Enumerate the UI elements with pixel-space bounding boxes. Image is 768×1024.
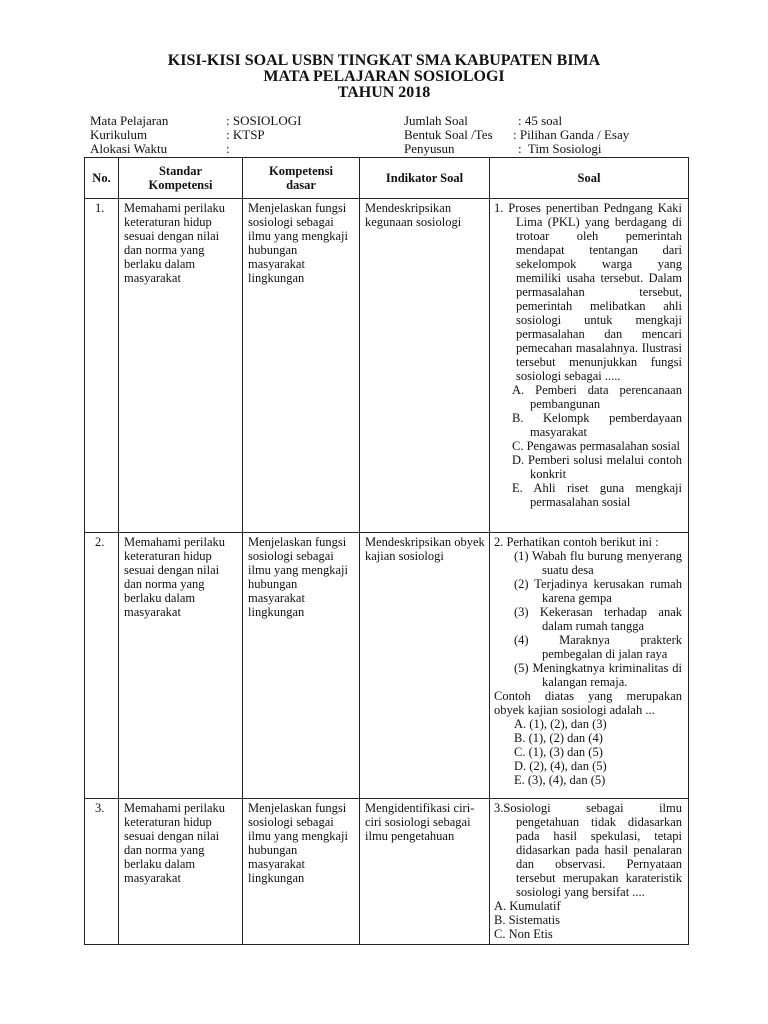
jumlah-label: Jumlah Soal — [404, 113, 468, 128]
answer-option: E. Ahli riset guna mengkaji permasalahan sosial — [512, 481, 682, 509]
kurikulum-value: : KTSP — [226, 127, 265, 142]
indikator-cell: Mendeskripsikan obyek kajian sosiologi — [365, 535, 485, 563]
answer-option: A. (1), (2), dan (3) — [514, 717, 607, 731]
answer-option: C. Pengawas permasalahan sosial — [512, 439, 681, 453]
row-number: 1. — [95, 201, 105, 215]
answer-option: B. Kelompk pemberdayaan masyarakat — [512, 411, 682, 439]
table-row — [85, 533, 689, 799]
example-item: (2) Terjadinya kerusakan rumah karena gempa — [514, 577, 682, 605]
document-title: KISI-KISI SOAL USBN TINGKAT SMA KABUPATEN BIMA — [167, 52, 601, 69]
example-item: (1) Wabah flu burung menyerang suatu desa — [514, 549, 682, 577]
penyusun-value: : Tim Sosiologi — [518, 141, 602, 156]
kompetensi-dasar-cell: Menjelaskan fungsi sosiologi sebagai ilmu yang mengkaji hubungan masyarakat lingkungan — [248, 201, 348, 285]
header-standar-kompetensi: Standar Kompetensi — [119, 158, 243, 199]
indikator-cell: Mengidentifikasi ciri-ciri sosiologi sebagai ilmu pengetahuan — [365, 801, 475, 843]
mapel-value: : SOSIOLOGI — [226, 113, 302, 128]
answer-option: A. Pemberi data perencanaan pembangunan — [512, 383, 682, 411]
kompetensi-dasar-cell: Menjelaskan fungsi sosiologi sebagai ilmu yang mengkaji hubungan masyarakat lingkungan — [248, 535, 348, 619]
kisi-kisi-table — [84, 157, 689, 945]
kompetensi-dasar-cell: Menjelaskan fungsi sosiologi sebagai ilmu yang mengkaji hubungan masyarakat lingkungan — [248, 801, 348, 885]
bentuk-value: : Pilihan Ganda / Esay — [513, 127, 630, 142]
question-prompt: Contoh diatas yang merupakan obyek kajian sosiologi adalah ... — [494, 689, 682, 717]
table-header-row — [85, 158, 689, 199]
header-kompetensi-dasar: Kompetensi dasar — [243, 158, 360, 199]
alokasi-value: : — [226, 141, 230, 156]
table-row — [85, 199, 689, 533]
answer-option: C. Non Etis — [494, 927, 553, 941]
table-row — [85, 799, 689, 945]
example-item: (4) Maraknya prakterk pembegalan di jalan raya — [514, 633, 682, 661]
alokasi-label: Alokasi Waktu — [90, 141, 168, 156]
answer-option: B. (1), (2) dan (4) — [514, 731, 603, 745]
standar-kompetensi-cell: Memahami perilaku keteraturan hidup sesuai dengan nilai dan norma yang berlaku dalam masyarakat — [124, 801, 226, 885]
standar-kompetensi-cell: Memahami perilaku keteraturan hidup sesuai dengan nilai dan norma yang berlaku dalam masyarakat — [124, 535, 226, 619]
header-soal: Soal — [490, 158, 689, 199]
header-no: No. — [85, 158, 119, 199]
document-year: TAHUN 2018 — [337, 84, 431, 101]
row-number: 3. — [95, 801, 105, 815]
example-item: (3) Kekerasan terhadap anak dalam rumah tangga — [514, 605, 682, 633]
question-stem: 3.Sosiologi sebagai ilmu pengetahuan tidak didasarkan pada hasil spekulasi, tetapi didasarkan pada hasil penalaran dan observasi. Pernyataan tersebut merupakan karateristik sosiologi yang bersifat .... — [494, 801, 682, 899]
answer-option: B. Sistematis — [494, 913, 560, 927]
indikator-cell: Mendeskripsikan kegunaan sosiologi — [365, 201, 462, 229]
answer-option: E. (3), (4), dan (5) — [514, 773, 606, 787]
row-number: 2. — [95, 535, 105, 549]
jumlah-value: : 45 soal — [518, 113, 563, 128]
standar-kompetensi-cell: Memahami perilaku keteraturan hidup sesuai dengan nilai dan norma yang berlaku dalam masyarakat — [124, 201, 226, 285]
answer-option: C. (1), (3) dan (5) — [514, 745, 603, 759]
question-stem: 1. Proses penertiban Pedngang Kaki Lima (PKL) yang berdagang di trotoar oleh pemerintah mendapat tentangan dari sekelompok warga yang memiliki usaha tersebut. Dalam permasalahan tersebut, pemerintah melibatkan ahli sosiologi untuk mengkaji permasalahan dan mencari pemecahan masalahnya. Ilustrasi tersebut menunjukkan fungsi sosiologi sebagai ..... — [494, 201, 682, 383]
answer-option: D. Pemberi solusi melalui contoh konkrit — [512, 453, 682, 481]
kurikulum-label: Kurikulum — [90, 127, 148, 142]
document-subtitle: MATA PELAJARAN SOSIOLOGI — [263, 68, 505, 85]
header-indikator: Indikator Soal — [360, 158, 490, 199]
question-stem: 2. Perhatikan contoh berikut ini : — [494, 535, 659, 549]
penyusun-label: Penyusun — [404, 141, 455, 156]
bentuk-label: Bentuk Soal /Tes — [404, 127, 493, 142]
answer-option: D. (2), (4), dan (5) — [514, 759, 607, 773]
mapel-label: Mata Pelajaran — [90, 113, 169, 128]
example-item: (5) Meningkatnya kriminalitas di kalangan remaja. — [514, 661, 682, 689]
answer-option: A. Kumulatif — [494, 899, 561, 913]
